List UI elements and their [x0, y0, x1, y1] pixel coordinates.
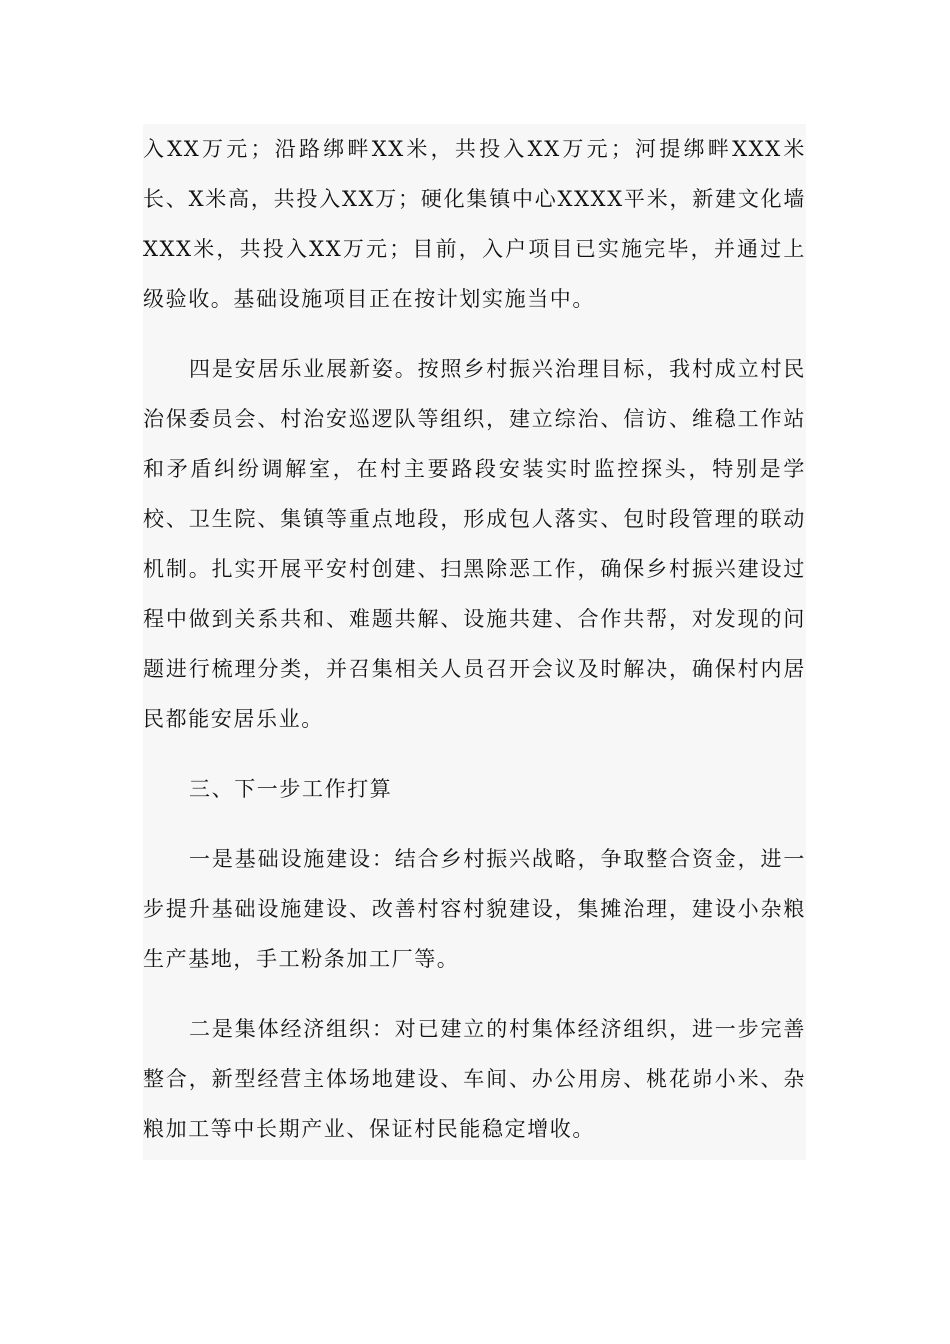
paragraph-gap — [143, 814, 806, 834]
paragraph-3: 一是基础设施建设：结合乡村振兴战略，争取整合资金，进一步提升基础设施建设、改善村容村貌建设，集摊治理，建设小杂粮生产基地，手工粉条加工厂等。 — [143, 847, 806, 971]
paragraph-gap — [143, 324, 806, 344]
paragraph-gap — [143, 744, 806, 764]
document-body — [143, 124, 806, 1160]
section-heading: 三、下一步工作打算 — [189, 777, 393, 801]
paragraph-2: 四是安居乐业展新姿。按照乡村振兴治理目标，我村成立村民治保委员会、村治安巡逻队等组织，建立综治、信访、维稳工作站和矛盾纠纷调解室，在村主要路段安装实时监控探头，特别是学校、卫生院、集镇等重点地段，形成包人落实、包时段管理的联动机制。扎实开展平安村创建、扫黑除恶工作，确保乡村振兴建设过程中做到关系共和、难题共解、设施共建、合作共帮，对发现的问题进行梳理分类，并召集相关人员召开会议及时解决，确保村内居民都能安居乐业。 — [143, 357, 806, 731]
paragraph-gap — [143, 984, 806, 1004]
paragraph-4: 二是集体经济组织：对已建立的村集体经济组织，进一步完善整合，新型经营主体场地建设、车间、办公用房、桃花峁小米、杂粮加工等中长期产业、保证村民能稳定增收。 — [143, 1017, 806, 1141]
paragraph-1: 入XX万元；沿路绑畔XX米，共投入XX万元；河提绑畔XXX米长、X米高，共投入XX万；硬化集镇中心XXXX平米，新建文化墙XXX米，共投入XX万元；目前，入户项目已实施完毕，并通过上级验收。基础设施项目正在按计划实施当中。 — [143, 137, 806, 311]
